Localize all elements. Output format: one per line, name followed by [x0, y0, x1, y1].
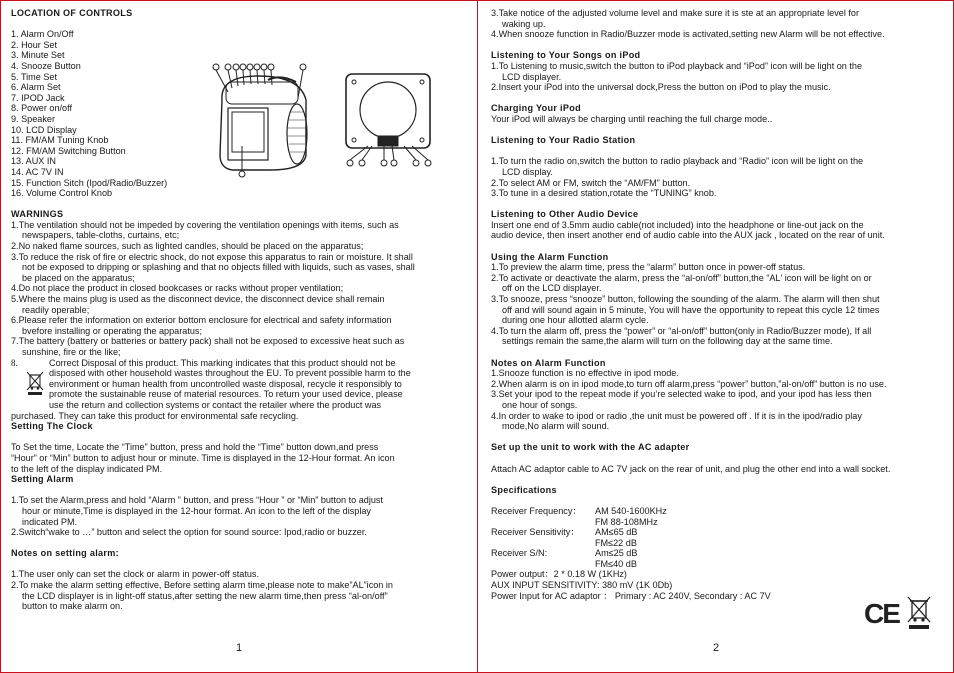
- spec-value: AM≤65 dB: [595, 527, 638, 538]
- using-alarm-text: off and will sound again in 5 minute, You will have the opportunity to repeat this cycle 12 times: [502, 304, 880, 315]
- warning-text: 6.Please refer the information on exterior bottom enclosure for electrical and safety information: [11, 315, 392, 326]
- spec-value: FM 88-108MHz: [595, 516, 658, 527]
- warning-text: newspapers, table-cloths, curtains, etc;: [22, 230, 180, 241]
- warning-text: 3.To reduce the risk of fire or electric shock, do not expose this apparatus to rain or moisture. It shall: [11, 251, 413, 262]
- using-alarm-text: 2.To activate or deactivate the alarm, press the “al-on/off” button,the “AL' icon will be light on or: [491, 272, 872, 283]
- spec-sn-fm: [491, 559, 946, 570]
- other-audio-heading: Listening to Other Audio Device: [491, 209, 639, 220]
- disposal-text: promote the sustainable reuse of material resources. To return your used device, please: [49, 389, 403, 400]
- control-item: 14. AC 7V IN: [11, 166, 64, 177]
- notes-alarm-text: 3.Set your ipod to the repeat mode if you’re selected wake to ipod, and your ipod has less then: [491, 389, 872, 400]
- spec-label: Receiver Frequency：: [491, 505, 582, 516]
- ipod-heading: Listening to Your Songs on iPod: [491, 50, 641, 61]
- other-audio-text: audio device, then insert another end of audio cable into the AUX jack , located on the rear of unit.: [491, 230, 885, 241]
- control-item: 4. Snooze Button: [11, 60, 81, 71]
- disposal-text: use the return and collection systems or contact the retailer where the product was: [49, 399, 382, 410]
- spec-sensitivity: [491, 527, 946, 538]
- control-item: 7. IPOD Jack: [11, 92, 65, 103]
- warning-text: readily operable;: [22, 304, 90, 315]
- alarm-text: 1.To set the Alarm,press and hold “Alarm ” button, and press “Hour ” or “Min” button to adjust: [11, 495, 384, 506]
- warning-text: 4.Do not place the product in closed bookcases or racks without proper ventilation;: [11, 283, 344, 294]
- using-alarm-heading: Using the Alarm Function: [491, 251, 609, 262]
- alarm-text: hour or minute,Time is displayed in the 12-hour format. An icon to the left of the display: [22, 505, 371, 516]
- spec-value: FM≤40 dB: [595, 558, 637, 569]
- controls-heading: LOCATION OF CONTROLS: [11, 8, 133, 18]
- warning-text: 7.The battery (battery or batteries or battery pack) shall not be exposed to excessive heat such as: [11, 336, 405, 347]
- page-divider: [477, 0, 478, 673]
- notes-text: 2.To make the alarm setting effective, Before setting alarm time,please note to make”AL”icon in: [11, 580, 393, 591]
- spec-sn: [491, 548, 946, 559]
- using-alarm-text: 1.To preview the alarm time, press the “alarm” button once in power-off status.: [491, 262, 806, 273]
- charging-text: Your iPod will always be charging until reaching the full charge mode..: [491, 113, 773, 124]
- ac-adapter-text: Attach AC adaptor cable to AC 7V jack on the rear of unit, and plug the other end into a wall socket.: [491, 463, 891, 474]
- spec-value: Am≤25 dB: [595, 548, 638, 559]
- warning-text: bvefore installing or operating the apparatus;: [22, 325, 202, 336]
- notes-text: 1.The user only can set the clock or alarm in power-off status.: [11, 569, 260, 580]
- alarm-text: 2.Switch“wake to …” button and select the option for sound source: Ipod,radio or buzzer.: [11, 527, 367, 538]
- control-item: 9. Speaker: [11, 113, 55, 124]
- disposal-text: disposed with other household wastes throughout the EU. To prevent possible harm to the: [49, 368, 411, 379]
- warning-text: 2.No naked flame sources, such as lighted candles, should be placed on the apparatus;: [11, 241, 364, 252]
- control-item: 8. Power on/off: [11, 103, 73, 114]
- spec-value: AM 540-1600KHz: [595, 505, 667, 516]
- ac-adapter-heading: Set up the unit to work with the AC adapter: [491, 442, 690, 453]
- warning-text: 5.Where the mains plug is used as the disconnect device, the disconnect device shall remain: [11, 294, 385, 305]
- control-item: 16. Volume Control Knob: [11, 188, 113, 199]
- disposal-notice: [11, 358, 473, 422]
- warning-text: 1.The ventilation should not be impeded by covering the ventilation openings with items, such as: [11, 219, 399, 230]
- disposal-text: purchased. They can take this product for environmental safe recycling.: [11, 410, 299, 421]
- control-item: 15. Function Sitch (Ipod/Radio/Buzzer): [11, 177, 168, 188]
- notes-alarm-text: 4.In order to wake to ipod or radio ,the unit must be powered off . If it is in the ipod/radio play: [491, 410, 862, 421]
- spec-power-input: Power Input for AC adaptor ： Primary : AC 240V, Secondary : AC 7V: [491, 590, 771, 601]
- using-alarm-text: 3.To snooze, press “snooze” button, following the sounding of the alarm. The alarm will then shut: [491, 294, 880, 305]
- radio-text: LCD display.: [502, 166, 553, 177]
- notes-alarm-text: one hour of songs.: [502, 399, 578, 410]
- ce-mark: CE: [864, 598, 899, 629]
- alarm-text: 4.When snooze function in Radio/Buzzer mode is activated,setting new Alarm will be not effective.: [491, 29, 885, 40]
- clock-text: “Hour” or “Min” button to adjust hour or minute. Time is displayed in the 12-Hour format. An icon: [11, 452, 395, 463]
- alarm-text: 3.Take notice of the adjusted volume level and make sure it is ste at an appropriate level for: [491, 8, 859, 18]
- using-alarm-text: 4.To turn the alarm off, press the “power” or “al-on/off” button(only in Radio/Buzzer mode), If all: [491, 325, 872, 336]
- page-number-1: 1: [236, 642, 243, 654]
- using-alarm-text: settings remain the same,the alarm will turn on the following day at the same time.: [502, 336, 833, 347]
- notes-alarm-text: 1.Snooze function is no effective in ipod mode.: [491, 368, 679, 379]
- notes-text: button to make alarm on.: [22, 601, 123, 612]
- control-item: 12. FM/AM Switching Button: [11, 145, 126, 156]
- using-alarm-text: off on the LCD displayer.: [502, 283, 602, 294]
- radio-text: 3.To tune in a desired station,rotate the “TUNING” knob.: [491, 188, 717, 199]
- crossed-bin-icon: [905, 594, 933, 630]
- control-item: 5. Time Set: [11, 71, 57, 82]
- ipod-text: LCD displayer.: [502, 71, 562, 82]
- notes-alarm-heading: Notes on Alarm Function: [491, 357, 606, 368]
- spec-frequency-fm: [491, 517, 946, 528]
- setting-clock-heading: Setting The Clock: [11, 421, 93, 432]
- spec-sensitivity-fm: [491, 538, 946, 549]
- notes-alarm-text: mode,No alarm will sound.: [502, 421, 610, 432]
- specifications-heading: Specifications: [491, 484, 557, 495]
- notes-text: the LCD displayer is in light-off status,after setting the new alarm time,then press “al-on/off”: [22, 590, 388, 601]
- alarm-text: indicated PM.: [22, 516, 78, 527]
- spec-value: FM≤22 dB: [595, 537, 637, 548]
- control-item: 13. AUX IN: [11, 156, 56, 167]
- notes-setting-alarm-heading: Notes on setting alarm:: [11, 548, 119, 559]
- disposal-text: Correct Disposal of this product. This marking indicates that this product should not be: [49, 357, 396, 368]
- warning-text: sunshine, fire or the like;: [22, 347, 121, 357]
- spec-aux-input: AUX INPUT SENSITIVITY: 380 mV (1K 0Db): [491, 580, 673, 591]
- crossed-bin-icon: [25, 370, 45, 396]
- radio-text: 1.To turn the radio on,switch the button to radio playback and “Radio” icon will be light on the: [491, 156, 864, 167]
- spec-label: Receiver Sensitivity：: [491, 527, 580, 538]
- control-item: 6. Alarm Set: [11, 82, 61, 93]
- control-item: 11. FM/AM Tuning Knob: [11, 135, 109, 146]
- charging-heading: Charging Your iPod: [491, 103, 581, 114]
- using-alarm-text: during one hour allotted alarm cycle.: [502, 315, 649, 326]
- control-item: 3. Minute Set: [11, 50, 65, 61]
- warnings-heading: WARNINGS: [11, 209, 64, 220]
- control-item: 10. LCD Display: [11, 124, 77, 135]
- disposal-number: 8.: [11, 357, 18, 368]
- control-item: 1. Alarm On/Off: [11, 29, 74, 40]
- clock-text: to the left of the display indicated PM.: [11, 463, 163, 474]
- disposal-text: environment or human health from uncontrolled waste disposal, recycle it responsibly to: [49, 378, 402, 389]
- spec-label: Receiver S/N:: [491, 548, 548, 559]
- device-rear-diagram: [338, 70, 438, 170]
- ipod-text: 1.To Listening to music,switch the button to iPod playback and “iPod” icon will be light on the: [491, 60, 863, 71]
- radio-heading: Listening to Your Radio Station: [491, 135, 636, 146]
- page-number-2: 2: [713, 642, 720, 654]
- other-audio-text: Insert one end of 3.5mm audio cable(not included) into the headphone or line-out jack on the: [491, 219, 864, 230]
- setting-alarm-heading: Setting Alarm: [11, 474, 74, 485]
- spec-frequency: [491, 506, 946, 517]
- warning-text: not be exposed to dripping or splashing and that no objects filled with liquids, such as vases, shall: [22, 262, 415, 273]
- ipod-text: 2.Insert your iPod into the universal dock,Press the button on iPod to play the music.: [491, 82, 831, 93]
- control-item: 2. Hour Set: [11, 39, 57, 50]
- notes-alarm-text: 2.When alarm is on in ipod mode,to turn off alarm,press “power” button,”al-on/off” button is no use.: [491, 378, 887, 389]
- spec-power-output: Power output：2 * 0.18 W (1KHz): [491, 569, 627, 580]
- alarm-text: waking up.: [502, 18, 546, 29]
- warning-text: be placed on the apparatus;: [22, 272, 135, 283]
- clock-text: To Set the time, Locate the “Time” button, press and hold the “Time” button down,and press: [11, 442, 379, 453]
- radio-text: 2.To select AM or FM, switch the “AM/FM” button.: [491, 177, 691, 188]
- right-page: [491, 8, 946, 601]
